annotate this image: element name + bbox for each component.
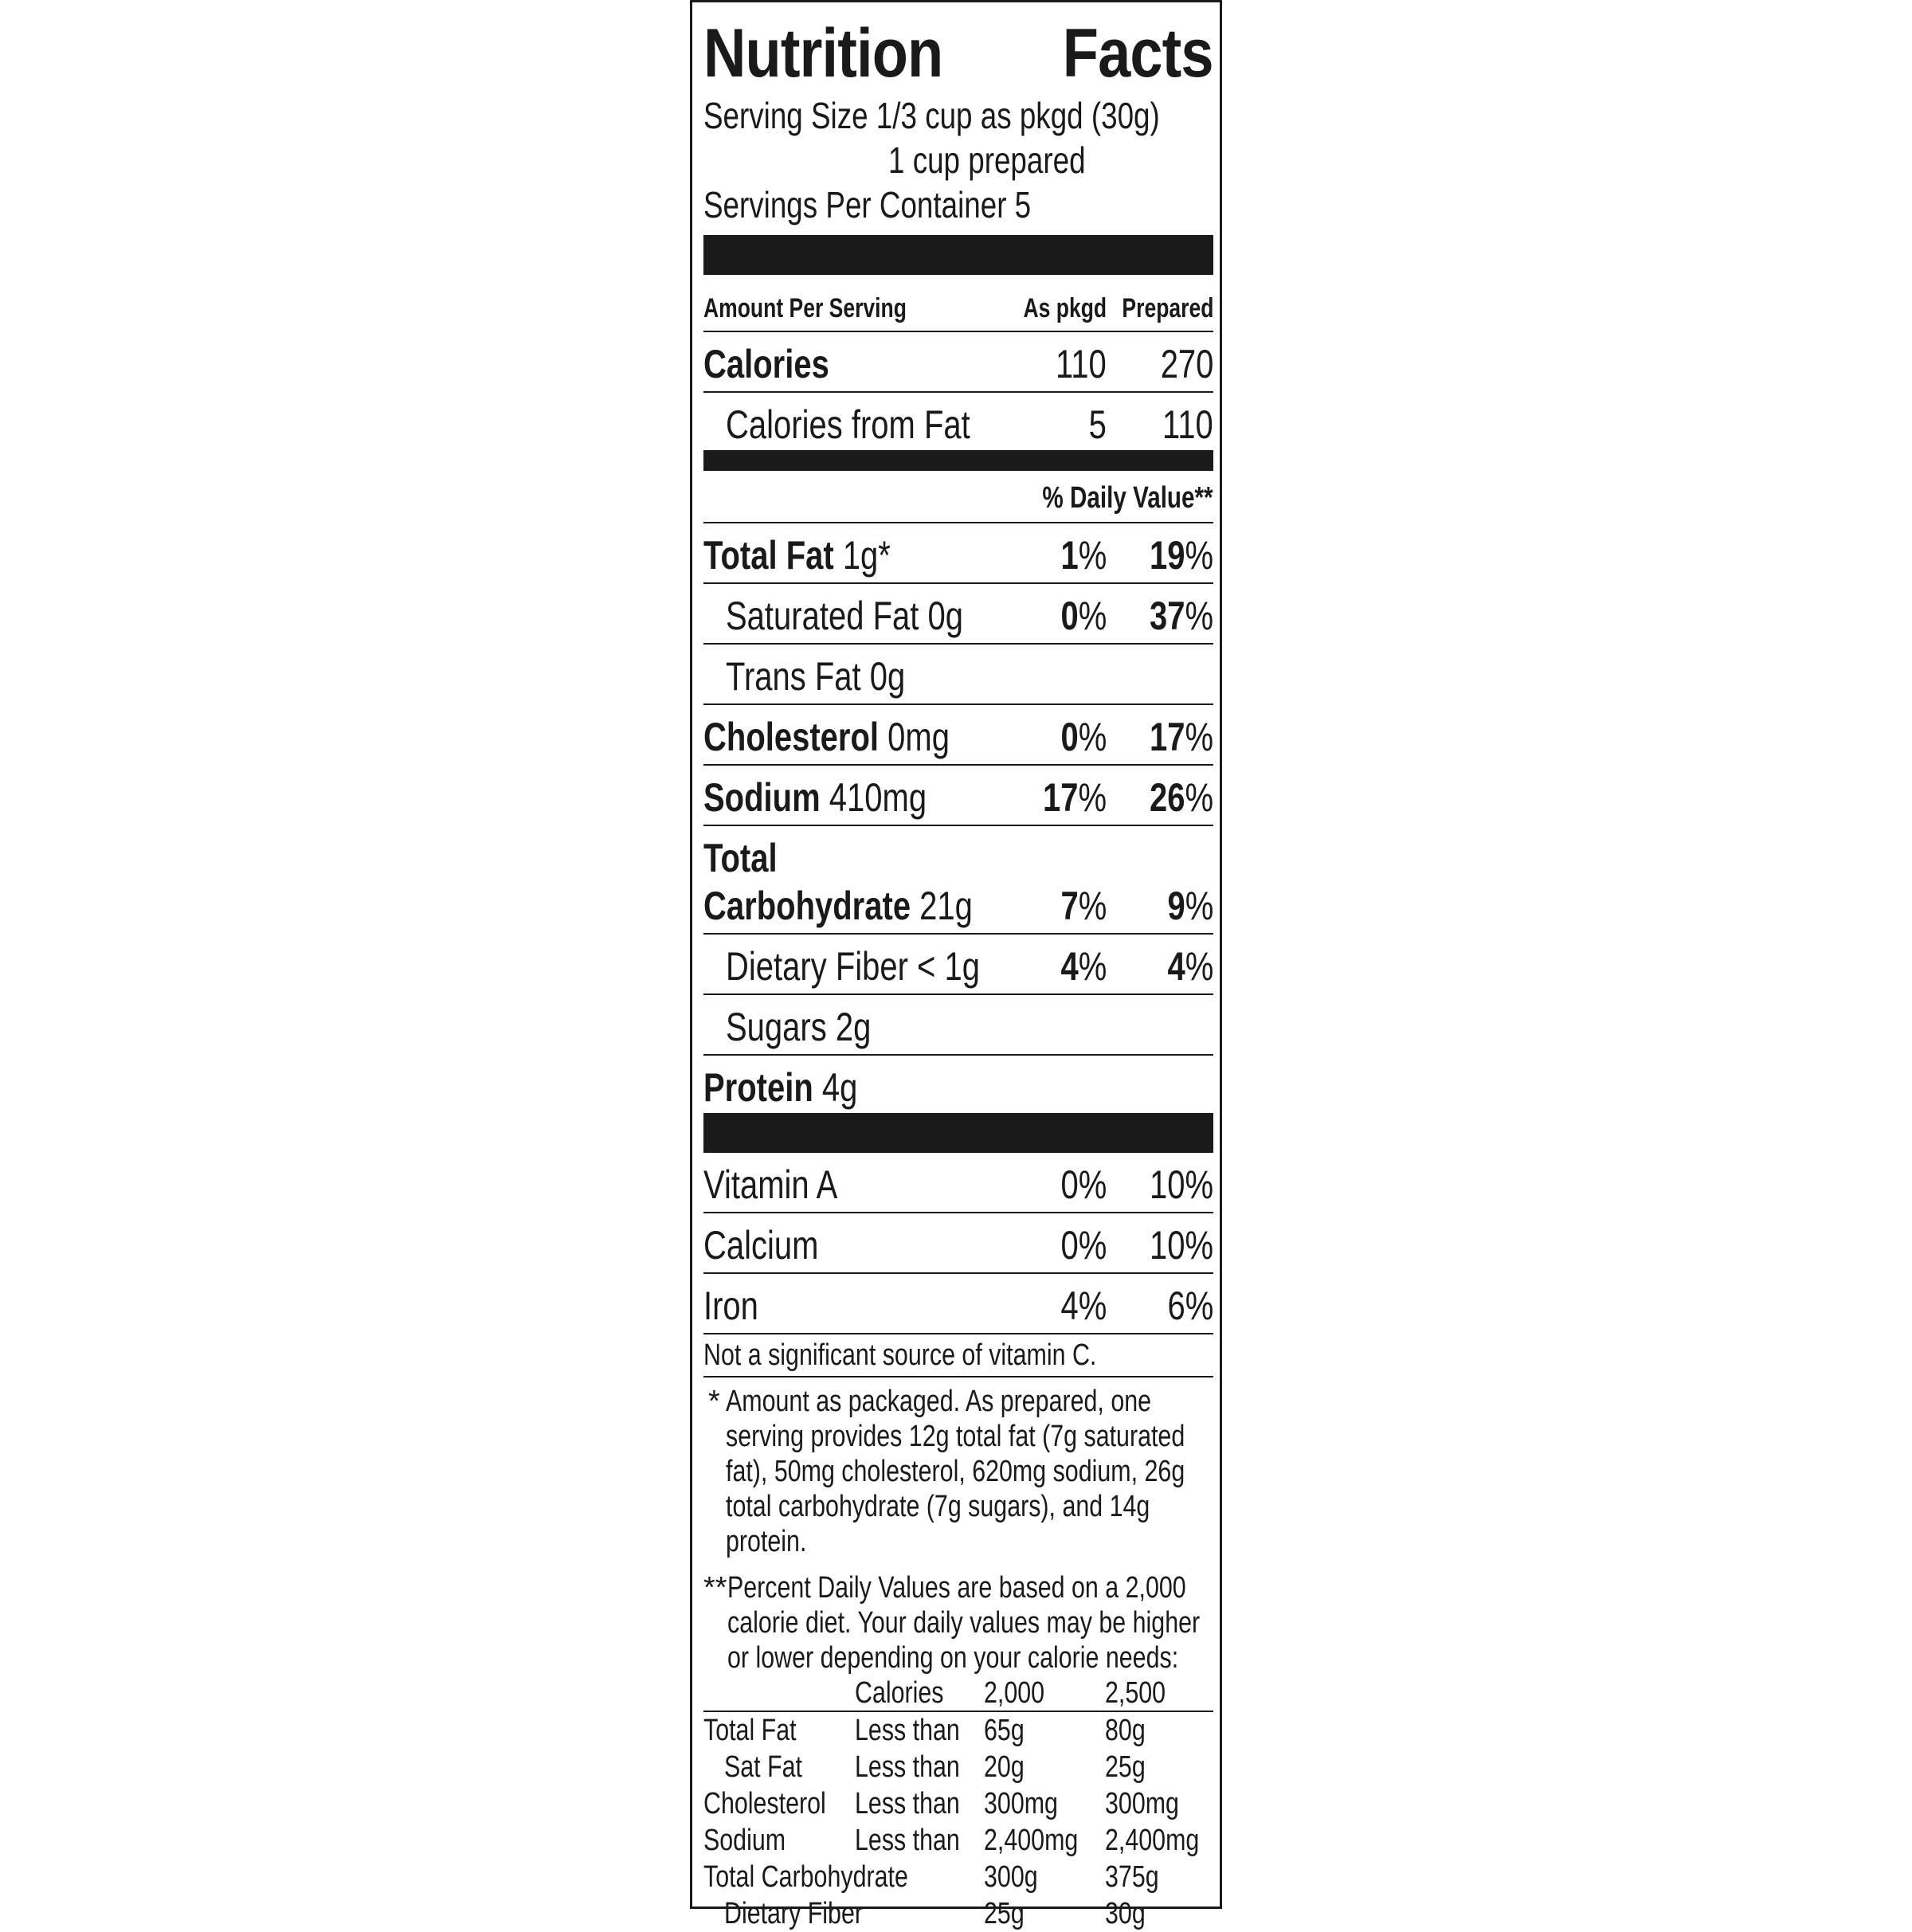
total-fat-pkgd: 1 — [1060, 533, 1079, 578]
iron-row — [703, 1274, 1213, 1334]
cholesterol-pkgd: 0 — [1060, 715, 1079, 759]
iron-prepared: 6% — [1167, 1283, 1213, 1328]
table-row: Sat Fat Less than 20g 25g — [724, 1750, 1146, 1784]
calcium-label: Calcium — [703, 1223, 819, 1268]
calories-from-fat-label: Calories from Fat — [726, 402, 970, 447]
total-carbohydrate-amount: 21g — [911, 884, 973, 928]
sodium-prepared: 26 — [1149, 775, 1185, 820]
trans-fat-label: Trans Fat 0g — [726, 654, 906, 699]
nutrition-facts-label — [690, 0, 1222, 1930]
title-word-facts: Facts — [1063, 15, 1213, 92]
medium-divider — [703, 450, 1213, 471]
footnote-amount-as-packaged: * Amount as packaged. As prepared, one serving provides 12g total fat (7g saturated fat), 50mg cholesterol, 620mg sodium, 26g total carbohydrate (7g sugars), and 14g protein. — [708, 1385, 1185, 1558]
cholesterol-prepared: 17 — [1149, 715, 1185, 759]
calories-pkgd: 110 — [1056, 342, 1107, 386]
table-row: Dietary Fiber 25g 30g — [724, 1897, 1146, 1930]
total-carbohydrate-pkgd: 7 — [1060, 884, 1079, 928]
amount-per-serving-label: Amount Per Serving — [703, 293, 907, 323]
daily-value-header: % Daily Value** — [703, 471, 1213, 523]
vitamin-a-pkgd: 0% — [1060, 1162, 1107, 1207]
sodium-amount: 410mg — [820, 775, 927, 820]
label-content — [703, 14, 1213, 1932]
calories-from-fat-pkgd: 5 — [1088, 402, 1107, 447]
cholesterol-amount: 0mg — [879, 715, 950, 759]
thick-divider — [703, 235, 1213, 275]
sodium-pkgd: 17 — [1042, 775, 1079, 820]
footnote-asterisk: * — [708, 1385, 720, 1418]
cholesterol-label: Cholesterol — [703, 715, 880, 759]
sugars-row — [703, 995, 1213, 1056]
calcium-prepared: 10% — [1149, 1223, 1213, 1268]
protein-row — [703, 1056, 1213, 1113]
thick-divider — [703, 1113, 1213, 1153]
total-carbohydrate-label-line1: Total — [703, 836, 778, 880]
saturated-fat-pkgd: 0 — [1060, 594, 1079, 638]
calories-prepared: 270 — [1160, 342, 1213, 386]
calories-from-fat-prepared: 110 — [1162, 402, 1213, 447]
calcium-row — [703, 1213, 1213, 1274]
table-row: Total Fat Less than 65g 80g — [703, 1714, 1146, 1747]
cholesterol-row: Cholesterol 0mg 0% 17% — [703, 705, 1213, 766]
dietary-fiber-label: Dietary Fiber < 1g — [726, 944, 981, 989]
calories-label: Calories — [703, 342, 829, 386]
total-fat-amount: 1g* — [833, 533, 891, 578]
footnote-daily-values: ** Percent Daily Values are based on a 2,000 calorie diet. Your daily values may be higher or lower depending on your calorie needs: — [703, 1571, 1201, 1675]
amount-per-serving-header — [703, 275, 1213, 332]
saturated-fat-prepared: 37 — [1149, 594, 1185, 638]
total-carbohydrate-prepared: 9 — [1167, 884, 1185, 928]
servings-per-container: Servings Per Container 5 — [703, 184, 1032, 225]
total-fat-prepared: 19 — [1149, 533, 1185, 578]
vitamin-a-prepared: 10% — [1149, 1162, 1213, 1207]
iron-pkgd: 4% — [1060, 1283, 1107, 1328]
not-significant-note: Not a significant source of vitamin C. — [703, 1334, 1213, 1377]
total-fat-row: Total Fat 1g* 1% 19% — [703, 523, 1213, 584]
as-pkgd-header: As pkgd — [1023, 293, 1107, 323]
dietary-fiber-prepared: 4 — [1167, 944, 1185, 989]
table-row: Total Carbohydrate 300g 375g — [703, 1860, 1159, 1894]
total-carbohydrate-label-line2: Carbohydrate — [703, 884, 911, 928]
sodium-label: Sodium — [703, 775, 821, 820]
protein-label: Protein — [703, 1065, 813, 1110]
sodium-row: Sodium 410mg 17% 26% — [703, 766, 1213, 826]
trans-fat-row — [703, 645, 1213, 705]
title-word-nutrition: Nutrition — [703, 15, 943, 92]
table-row: Sodium Less than 2,400mg 2,400mg — [703, 1824, 1200, 1857]
iron-label: Iron — [703, 1283, 758, 1328]
prepared-header: Prepared — [1122, 293, 1213, 323]
vitamin-a-label: Vitamin A — [703, 1162, 838, 1207]
dietary-fiber-row: Dietary Fiber < 1g 4% 4% — [703, 935, 1213, 995]
label-title — [703, 14, 1213, 93]
serving-prepared: 1 cup prepared — [888, 139, 1086, 181]
calcium-pkgd: 0% — [1060, 1223, 1107, 1268]
daily-value-table-header: Calories 2,000 2,500 — [703, 1675, 1213, 1712]
table-row: Cholesterol Less than 300mg 300mg — [703, 1787, 1179, 1820]
dietary-fiber-pkgd: 4 — [1060, 944, 1079, 989]
total-carbohydrate-row: Total Carbohydrate 21g 7% 9% — [703, 826, 1213, 935]
saturated-fat-row: Saturated Fat 0g 0% 37% — [703, 584, 1213, 645]
saturated-fat-label: Saturated Fat 0g — [726, 594, 963, 638]
vitamin-a-row — [703, 1153, 1213, 1213]
calories-row — [703, 332, 1213, 393]
footnote-double-asterisk: ** — [703, 1571, 727, 1605]
total-fat-label: Total Fat — [703, 533, 834, 578]
serving-size: Serving Size 1/3 cup as pkgd (30g) — [703, 95, 1160, 136]
sugars-label: Sugars 2g — [726, 1005, 872, 1049]
calories-from-fat-row — [703, 393, 1213, 450]
daily-value-table — [703, 1675, 1213, 1932]
protein-amount: 4g — [813, 1065, 858, 1110]
